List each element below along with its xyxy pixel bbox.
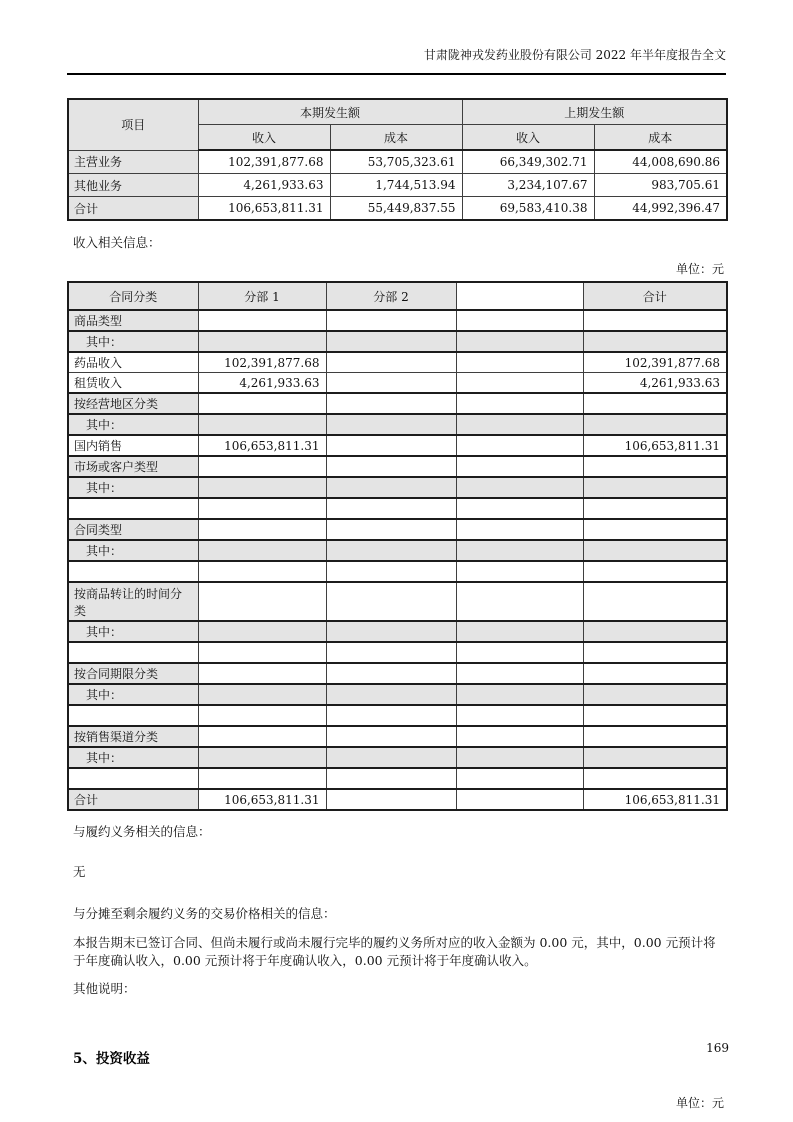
cell-value	[583, 642, 727, 663]
cell-value	[456, 582, 583, 621]
contract-classification-table	[67, 281, 728, 811]
cell-value	[583, 726, 727, 747]
cell-value	[456, 642, 583, 663]
row-label: 其中：	[68, 331, 198, 352]
table-row	[68, 435, 727, 456]
cell-value: 44,992,396.47	[594, 197, 727, 221]
cell-value: 53,705,323.61	[330, 150, 462, 174]
cell-value	[198, 726, 326, 747]
column-header-cost: 成本	[330, 125, 462, 151]
report-page	[67, 0, 726, 1111]
cell-value	[583, 705, 727, 726]
table-row	[68, 174, 727, 197]
cell-value	[326, 352, 456, 373]
other-notes-label: 其他说明：	[73, 981, 136, 997]
cell-value	[583, 684, 727, 705]
cell-value	[326, 768, 456, 789]
cell-value: 106,653,811.31	[198, 197, 330, 221]
cell-value	[456, 747, 583, 768]
row-label: 其中：	[68, 414, 198, 435]
cell-value	[198, 621, 326, 642]
cell-value	[456, 561, 583, 582]
cell-value	[583, 498, 727, 519]
table-row	[68, 414, 727, 435]
cell-value	[456, 414, 583, 435]
cell-value	[583, 621, 727, 642]
table-row	[68, 456, 727, 477]
cell-value	[198, 456, 326, 477]
cell-value	[198, 540, 326, 561]
cell-value	[198, 642, 326, 663]
cell-value	[583, 768, 727, 789]
cell-value	[583, 747, 727, 768]
cell-value	[326, 331, 456, 352]
cell-value	[583, 540, 727, 561]
cell-value	[456, 393, 583, 414]
cell-value	[456, 352, 583, 373]
table-row	[68, 768, 727, 789]
cell-value	[456, 498, 583, 519]
cell-value: 983,705.61	[594, 174, 727, 197]
cell-value	[326, 498, 456, 519]
cell-value	[326, 684, 456, 705]
cell-value	[326, 621, 456, 642]
cell-value: 4,261,933.63	[583, 373, 727, 394]
cell-value	[456, 373, 583, 394]
row-label: 药品收入	[68, 352, 198, 373]
table-row	[68, 331, 727, 352]
column-header-segment2: 分部 2	[326, 282, 456, 310]
row-label: 租赁收入	[68, 373, 198, 394]
cell-value	[198, 519, 326, 540]
table-row	[68, 642, 727, 663]
cell-value: 44,008,690.86	[594, 150, 727, 174]
cell-value	[326, 519, 456, 540]
table-row	[68, 519, 727, 540]
cell-value: 106,653,811.31	[198, 435, 326, 456]
table-row	[68, 352, 727, 373]
cell-value	[583, 477, 727, 498]
unit-label: 单位：元	[675, 262, 724, 276]
cell-value	[326, 373, 456, 394]
row-label	[68, 705, 198, 726]
cell-value	[456, 768, 583, 789]
row-label: 市场或客户类型	[68, 456, 198, 477]
cell-value	[326, 705, 456, 726]
cell-value: 106,653,811.31	[583, 435, 727, 456]
row-label: 其他业务	[68, 174, 198, 197]
table-row	[68, 540, 727, 561]
row-label	[68, 561, 198, 582]
column-header-current-period: 本期发生额	[198, 99, 462, 125]
table-row	[68, 197, 727, 221]
cell-value	[456, 477, 583, 498]
column-header-segment1: 分部 1	[198, 282, 326, 310]
table-row	[68, 684, 727, 705]
row-label: 按合同期限分类	[68, 663, 198, 684]
cell-value	[583, 561, 727, 582]
table-header-row	[68, 99, 727, 125]
cell-value	[198, 310, 326, 331]
cell-value	[583, 663, 727, 684]
column-header-total: 合计	[583, 282, 727, 310]
cell-value	[198, 393, 326, 414]
revenue-info-label: 收入相关信息：	[73, 235, 161, 250]
contract-table-body	[68, 310, 727, 810]
cell-value	[326, 393, 456, 414]
column-header-blank	[456, 282, 583, 310]
cell-value	[198, 582, 326, 621]
obligation-info-label: 与履约义务相关的信息：	[73, 824, 211, 839]
cell-value	[326, 726, 456, 747]
cell-value: 55,449,837.55	[330, 197, 462, 221]
unit-label: 单位：元	[675, 1096, 724, 1111]
cell-value	[456, 519, 583, 540]
table-row	[68, 310, 727, 331]
cell-value	[198, 747, 326, 768]
cell-value	[456, 456, 583, 477]
cell-value	[326, 663, 456, 684]
table-row	[68, 789, 727, 810]
cell-value: 3,234,107.67	[462, 174, 594, 197]
table-row	[68, 705, 727, 726]
column-header-income: 收入	[462, 125, 594, 151]
table-row	[68, 498, 727, 519]
allocation-info-label: 与分摊至剩余履约义务的交易价格相关的信息：	[73, 906, 336, 921]
row-label: 合计	[68, 197, 198, 221]
cell-value: 106,653,811.31	[198, 789, 326, 810]
cell-value	[326, 540, 456, 561]
cell-value	[456, 621, 583, 642]
column-header-contract-class: 合同分类	[68, 282, 198, 310]
cell-value	[326, 435, 456, 456]
cell-value: 106,653,811.31	[583, 789, 727, 810]
row-label: 合同类型	[68, 519, 198, 540]
cell-value	[583, 456, 727, 477]
cell-value	[583, 393, 727, 414]
cell-value	[198, 768, 326, 789]
cell-value	[326, 789, 456, 810]
page-header	[67, 0, 726, 75]
cell-value: 69,583,410.38	[462, 197, 594, 221]
cell-value	[198, 331, 326, 352]
row-label: 其中：	[68, 684, 198, 705]
cell-value	[198, 561, 326, 582]
table-row	[68, 150, 727, 174]
cell-value	[456, 726, 583, 747]
cell-value	[456, 331, 583, 352]
cell-value	[583, 582, 727, 621]
cell-value	[456, 705, 583, 726]
cell-value: 66,349,302.71	[462, 150, 594, 174]
row-label: 其中：	[68, 747, 198, 768]
cell-value	[456, 435, 583, 456]
table-row	[68, 373, 727, 394]
cell-value	[456, 684, 583, 705]
none-text: 无	[73, 864, 86, 879]
cell-value: 4,261,933.63	[198, 373, 326, 394]
row-label: 商品类型	[68, 310, 198, 331]
row-label: 其中：	[68, 540, 198, 561]
cell-value	[198, 705, 326, 726]
cell-value	[198, 684, 326, 705]
row-label	[68, 642, 198, 663]
column-header-income: 收入	[198, 125, 330, 151]
income-cost-table-body	[68, 150, 727, 220]
cell-value: 1,744,513.94	[330, 174, 462, 197]
cell-value: 102,391,877.68	[198, 150, 330, 174]
row-label: 其中：	[68, 621, 198, 642]
table-row	[68, 747, 727, 768]
cell-value	[326, 582, 456, 621]
cell-value	[456, 540, 583, 561]
column-header-cost: 成本	[594, 125, 727, 151]
cell-value	[198, 414, 326, 435]
cell-value	[456, 789, 583, 810]
cell-value	[583, 519, 727, 540]
section5-heading: 5、投资收益	[73, 1051, 150, 1068]
table-row	[68, 582, 727, 621]
table-header-row	[68, 282, 727, 310]
cell-value	[326, 477, 456, 498]
header-title: 甘肃陇神戎发药业股份有限公司 2022 年半年度报告全文	[423, 48, 726, 62]
cell-value	[456, 663, 583, 684]
table-row	[68, 477, 727, 498]
income-cost-table	[67, 98, 728, 221]
page-number: 169	[706, 1041, 729, 1055]
cell-value: 102,391,877.68	[583, 352, 727, 373]
cell-value: 4,261,933.63	[198, 174, 330, 197]
row-label: 按商品转让的时间分类	[68, 582, 198, 621]
cell-value	[583, 331, 727, 352]
table-row	[68, 621, 727, 642]
column-header-prior-period: 上期发生额	[462, 99, 727, 125]
row-label: 按经营地区分类	[68, 393, 198, 414]
cell-value	[326, 747, 456, 768]
row-label: 其中：	[68, 477, 198, 498]
cell-value	[583, 414, 727, 435]
row-label	[68, 498, 198, 519]
table-row	[68, 561, 727, 582]
cell-value	[326, 642, 456, 663]
cell-value	[198, 663, 326, 684]
row-label: 主营业务	[68, 150, 198, 174]
cell-value	[198, 498, 326, 519]
report-paragraph: 本报告期末已签订合同、但尚未履行或尚未履行完毕的履约义务所对应的收入金额为 0.00 元，其中，0.00 元预计将于年度确认收入，0.00 元预计将于年度确认收入，0.00 元预计将于年度确认收入。	[73, 935, 716, 969]
cell-value	[326, 561, 456, 582]
cell-value	[456, 310, 583, 331]
table-row	[68, 663, 727, 684]
row-label: 按销售渠道分类	[68, 726, 198, 747]
row-label	[68, 768, 198, 789]
cell-value	[326, 310, 456, 331]
cell-value	[326, 456, 456, 477]
row-label: 合计	[68, 789, 198, 810]
column-header-item: 项目	[68, 99, 198, 150]
table-row	[68, 393, 727, 414]
cell-value	[583, 310, 727, 331]
cell-value	[198, 477, 326, 498]
table-row	[68, 726, 727, 747]
cell-value	[326, 414, 456, 435]
row-label: 国内销售	[68, 435, 198, 456]
cell-value: 102,391,877.68	[198, 352, 326, 373]
